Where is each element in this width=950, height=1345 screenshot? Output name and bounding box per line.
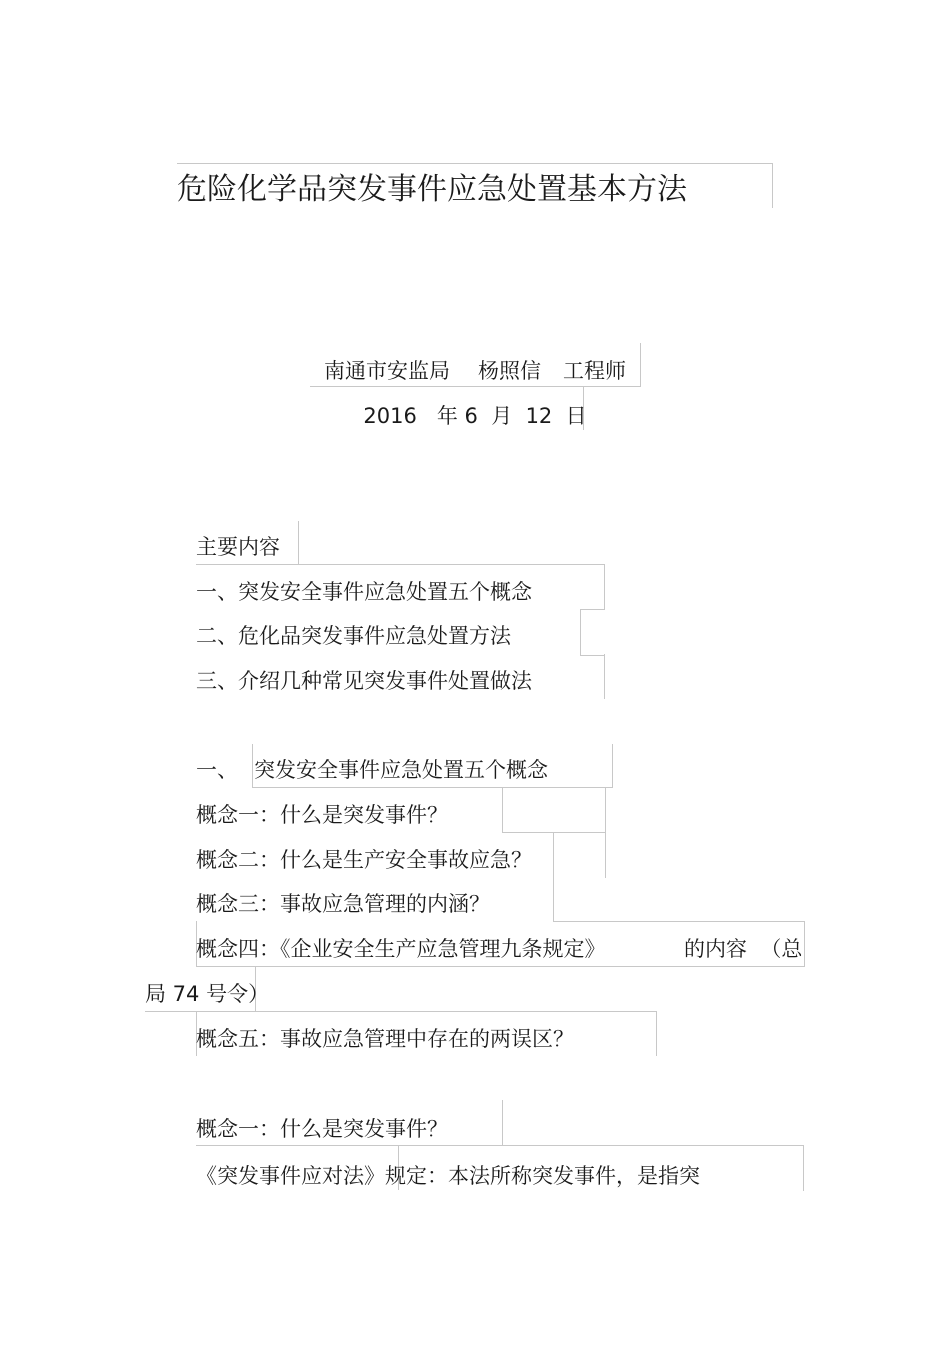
concept-item: 概念二：什么是生产安全事故应急？	[196, 848, 532, 872]
section-border-3	[553, 832, 606, 878]
detail-paragraph: 《突发事件应对法》规定：本法所称突发事件，是指突	[196, 1164, 700, 1188]
author-line	[0, 357, 950, 385]
toc-border-4	[604, 654, 605, 699]
toc-heading: 主要内容	[196, 535, 280, 559]
date-line: 2016 年 6 月 12 日	[363, 404, 587, 428]
author-org: 南通市安监局	[324, 359, 450, 383]
section-number: 一、	[196, 758, 238, 782]
detail-border-1	[502, 1100, 503, 1145]
author-role: 工程师	[563, 359, 626, 383]
concept-item: 概念四：《企业安全生产应急管理九条规定》	[196, 937, 606, 961]
section-border-2	[502, 787, 606, 833]
concept-item-wrap: 局 74 号令）	[145, 982, 270, 1006]
concept-item: 概念五：事故应急管理中存在的两误区？	[196, 1027, 574, 1051]
author-name: 杨照信	[478, 359, 541, 383]
detail-heading: 概念一：什么是突发事件？	[196, 1117, 448, 1141]
concept-item-continued: 的内容 （总	[684, 937, 803, 961]
section-border-4	[553, 877, 804, 922]
concept-item: 概念一：什么是突发事件？	[196, 803, 448, 827]
toc-item: 三、介绍几种常见突发事件处置做法	[196, 669, 532, 693]
toc-border-3	[580, 609, 605, 656]
section-title: 突发安全事件应急处置五个概念	[254, 758, 548, 782]
concept-item: 概念三：事故应急管理的内涵？	[196, 892, 490, 916]
toc-item: 一、突发安全事件应急处置五个概念	[196, 580, 532, 604]
toc-item: 二、危化品突发事件应急处置方法	[196, 624, 511, 648]
toc-border-1	[298, 521, 299, 564]
page-title: 危险化学品突发事件应急处置基本方法	[177, 172, 687, 207]
